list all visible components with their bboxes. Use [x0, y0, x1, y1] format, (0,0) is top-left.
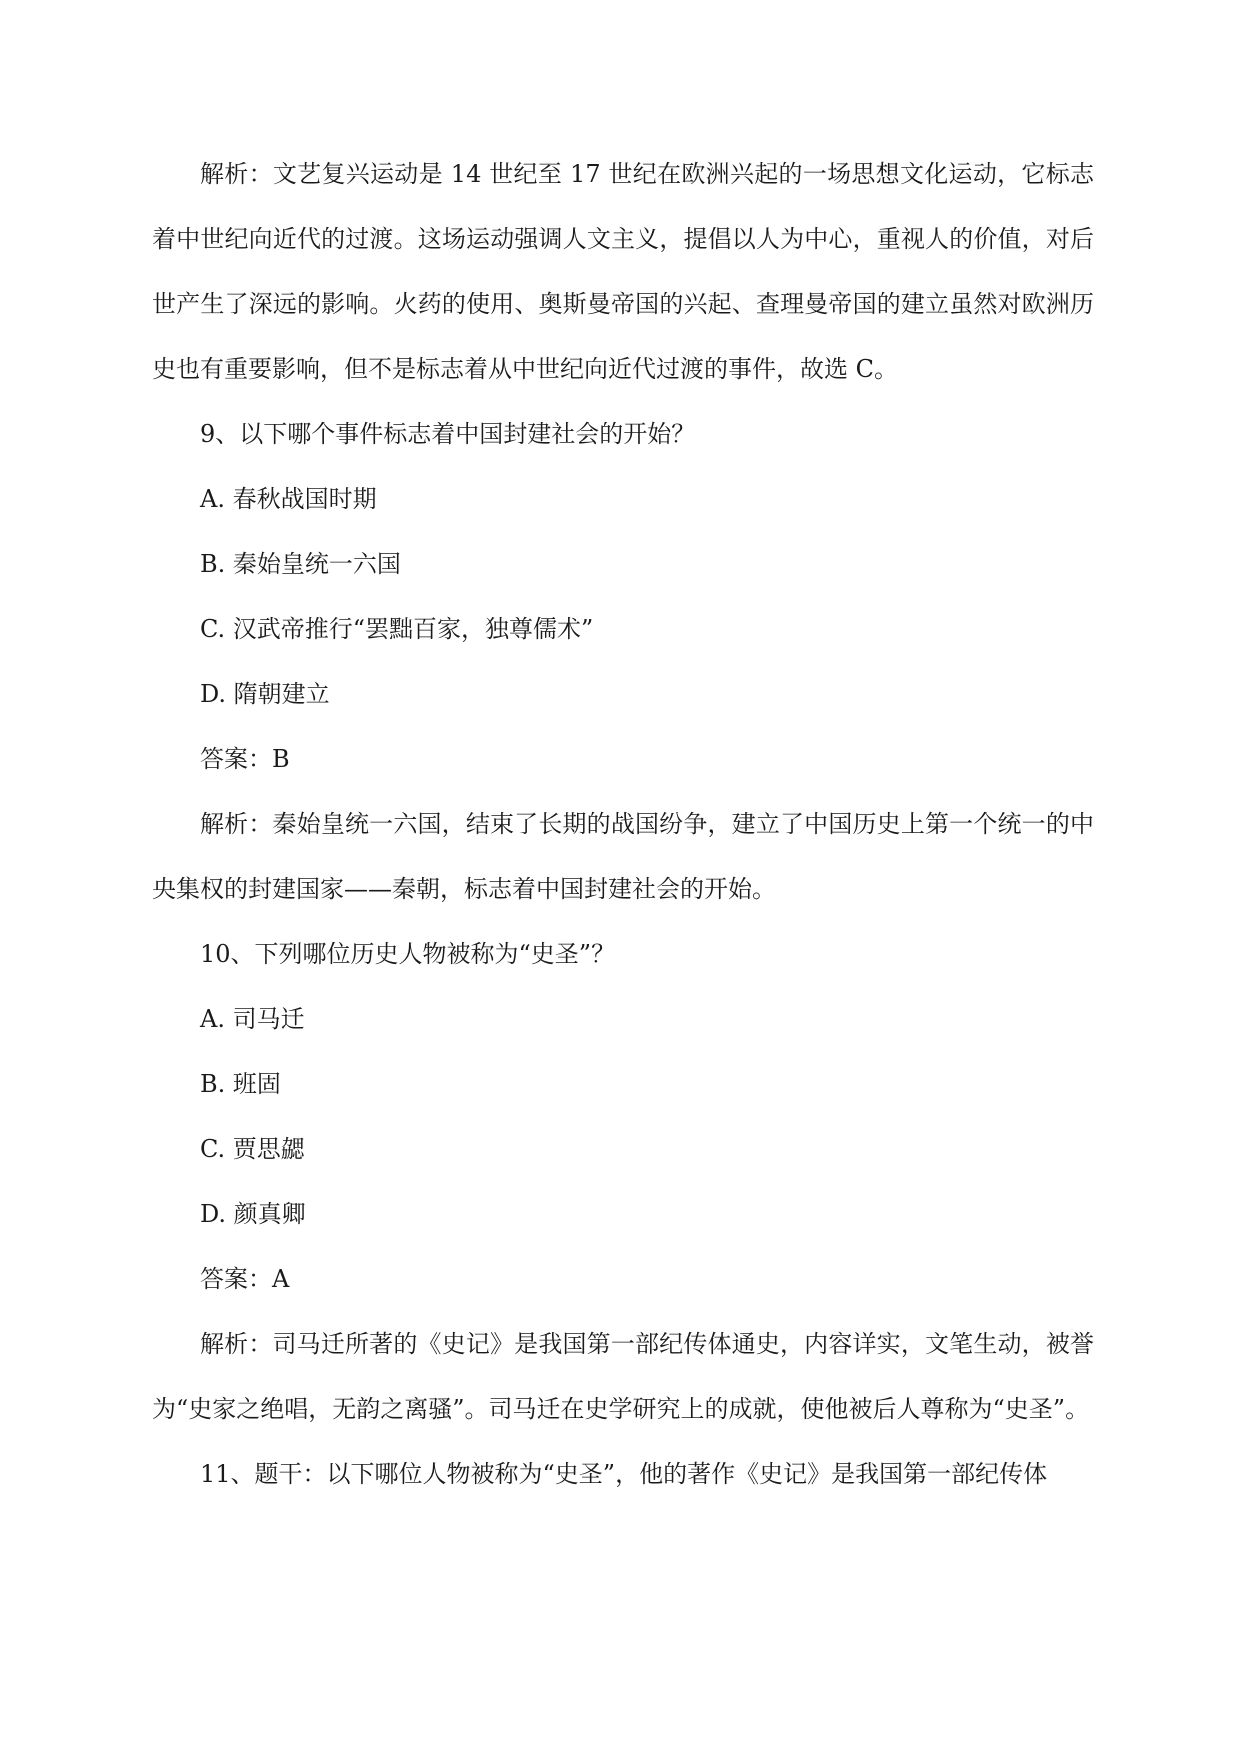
document-body — [152, 142, 1094, 1507]
q9-option-a: A. 春秋战国时期 — [200, 485, 377, 513]
q10-option-b: B. 班固 — [200, 1070, 281, 1098]
q10-answer: 答案：A — [200, 1265, 290, 1293]
question-9: 9、以下哪个事件标志着中国封建社会的开始？ — [200, 420, 696, 448]
question-10: 10、下列哪位历史人物被称为“史圣”？ — [200, 940, 616, 968]
q9-option-b: B. 秦始皇统一六国 — [200, 550, 401, 578]
q9-option-d: D. 隋朝建立 — [200, 680, 330, 708]
q10-option-c: C. 贾思勰 — [200, 1135, 305, 1163]
q9-option-c: C. 汉武帝推行“罢黜百家，独尊儒术” — [200, 615, 594, 643]
q9-answer: 答案：B — [200, 745, 290, 773]
analysis-q8: 解析：文艺复兴运动是 14 世纪至 17 世纪在欧洲兴起的一场思想文化运动，它标志着中世纪向近代的过渡。这场运动强调人文主义，提倡以人为中心，重视人的价值，对后世产生了深远的影响。火药的使用、奥斯曼帝国的兴起、查理曼帝国的建立虽然对欧洲历史也有重要影响，但不是标志着从中世纪向近代过渡的事件，故选 C。 — [152, 160, 1094, 383]
question-11: 11、题干：以下哪位人物被称为“史圣”，他的著作《史记》是我国第一部纪传体 — [200, 1460, 1048, 1488]
analysis-q10: 解析：司马迁所著的《史记》是我国第一部纪传体通史，内容详实，文笔生动，被誉为“史家之绝唱，无韵之离骚”。司马迁在史学研究上的成就，使他被后人尊称为“史圣”。 — [152, 1330, 1094, 1423]
analysis-q9: 解析：秦始皇统一六国，结束了长期的战国纷争，建立了中国历史上第一个统一的中央集权的封建国家——秦朝，标志着中国封建社会的开始。 — [152, 810, 1094, 903]
q10-option-a: A. 司马迁 — [200, 1005, 305, 1033]
q10-option-d: D. 颜真卿 — [200, 1200, 306, 1228]
